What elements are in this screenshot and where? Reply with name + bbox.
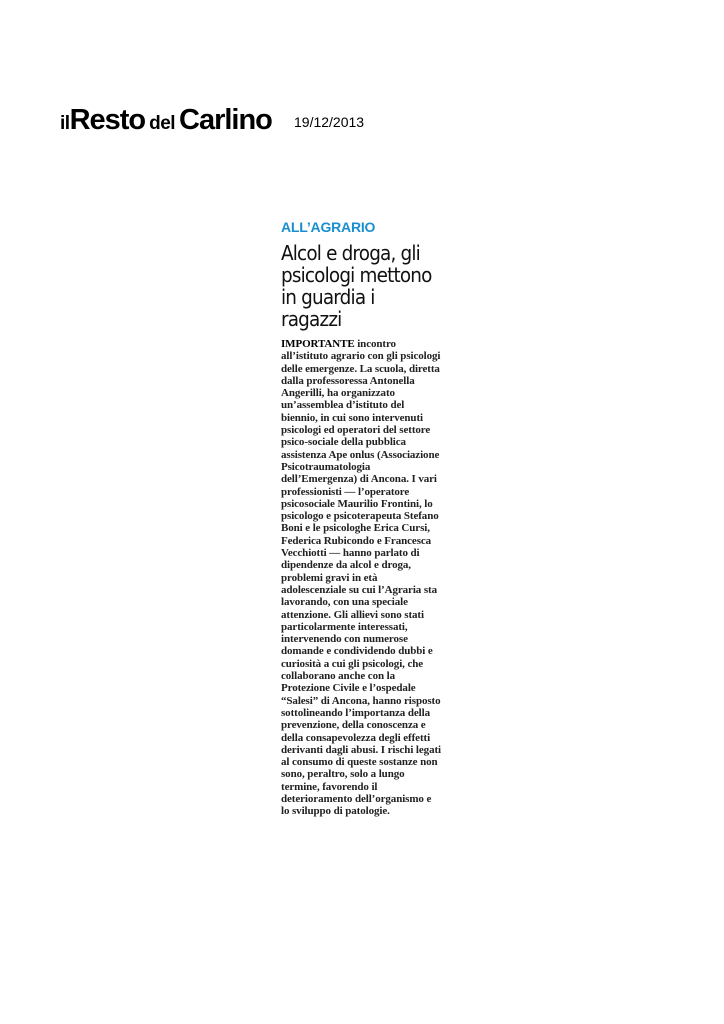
article-body — [281, 338, 441, 818]
newspaper-logo — [60, 104, 272, 137]
article — [281, 218, 441, 818]
logo-del: del — [149, 113, 176, 134]
logo-resto: Resto — [69, 104, 146, 136]
logo-carlino: Carlino — [179, 104, 272, 136]
article-kicker: ALL’AGRARIO — [281, 219, 376, 235]
publication-date: 19/12/2013 — [294, 114, 365, 130]
article-body-text: incontro all’istituto agrario con gli psicologi delle emergenze. La scuola, diretta dalla professoressa Antonella Angerilli, ha organizzato un’assemblea d’istituto del biennio, in cui sono intervenuti psicologi ed operatori del settore psico-sociale della pubblica assistenza Ape onlus (Associazione Psicotraumatologia dell’Emergenza) di Ancona. I vari professionisti — l’operatore psicosociale Maurilio Frontini, lo psicologo e psicoterapeuta Stefano Boni e le psicologhe Erica Cursi, Federica Rubicondo e Francesca Vecchiotti — hanno parlato di dipendenze da alcol e droga, problemi gravi in età adolescenziale su cui l’Agraria sta lavorando, con una speciale attenzione. Gli allievi sono stati particolarmente interessati, intervenendo con numerose domande e condividendo dubbi e curiosità a cui gli psicologi, che collaborano anche con la Protezione Civile e l’ospedale “Salesi” di Ancona, hanno risposto sottolineando l’importanza della prevenzione, della conoscenza e della consapevolezza degli effetti derivanti dagli abusi. I rischi legati al consumo di queste sostanze non sono, peraltro, solo a lungo termine, favorendo il deterioramento dell’organismo e lo sviluppo di patologie. — [281, 338, 441, 818]
masthead — [60, 104, 380, 138]
logo-il: il — [60, 113, 70, 134]
article-lead: IMPORTANTE — [281, 338, 355, 350]
article-headline: Alcol e droga, gli psicologi mettono in guardia i ragazzi — [281, 241, 432, 331]
